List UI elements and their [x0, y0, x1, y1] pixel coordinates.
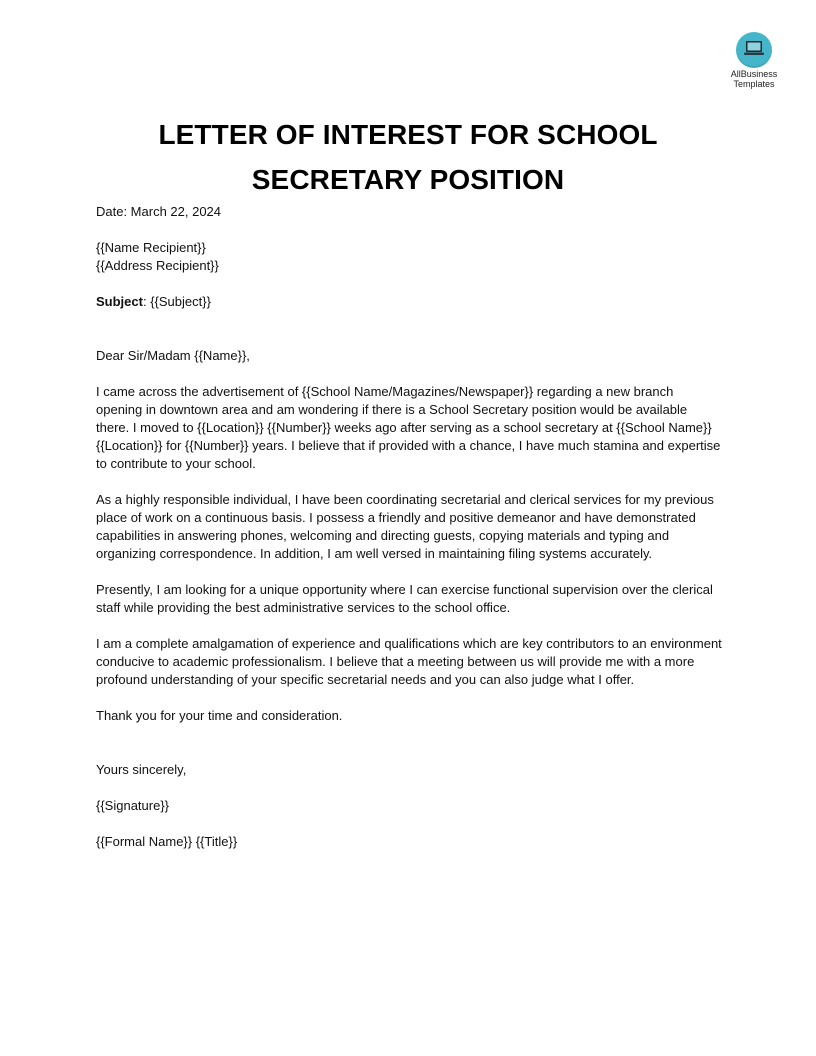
paragraph-qualifications: I am a complete amalgamation of experience and qualifications which are key contributors to an environment conducive to academic professionalism. I believe that a meeting between us will provide me with a more profound understanding of your specific secretarial needs and you can also judge what I offer.: [96, 636, 722, 687]
paragraph-intro: I came across the advertisement of {{School Name/Magazines/Newspaper}} regarding a new branch opening in downtown area and am wondering if there is a School Secretary position would be available there. I moved to {{Location}} {{Number}} weeks ago after serving as a school secretary at {{School Name}} {{Location}} for {{Number}} years. I believe that if provided with a chance, I have much stamina and expertise to contribute to your school.: [96, 384, 721, 471]
laptop-icon: [742, 39, 766, 59]
logo-badge: [736, 32, 772, 68]
recipient-address: {{Address Recipient}}: [96, 258, 219, 273]
recipient-name: {{Name Recipient}}: [96, 240, 206, 255]
paragraph-thanks: Thank you for your time and consideration.: [96, 708, 343, 723]
document-title: [96, 112, 720, 202]
subject-label: Subject: [96, 294, 143, 309]
logo-line-1: AllBusiness: [730, 69, 778, 79]
paragraph-opportunity: Presently, I am looking for a unique opportunity where I can exercise functional supervision over the clerical staff while providing the best administrative services to the school office.: [96, 582, 713, 615]
formal-name-title: {{Formal Name}} {{Title}}: [96, 834, 238, 849]
title-line-1: LETTER OF INTEREST FOR SCHOOL: [158, 119, 658, 150]
logo-line-2: Templates: [733, 78, 775, 89]
letter-body: [96, 203, 722, 851]
subject-line: [96, 293, 722, 311]
subject-value: : {{Subject}}: [142, 294, 211, 309]
paragraph-experience: As a highly responsible individual, I have been coordinating secretarial and clerical services for my previous place of work on a continuous basis. I possess a friendly and positive demeanor and have demonstrated capabilities in answering phones, welcoming and directing guests, copying materials and typing and organizing correspondence. In addition, I am well versed in maintaining filing systems accurately.: [96, 492, 714, 561]
salutation: Dear Sir/Madam {{Name}},: [96, 348, 250, 363]
closing: Yours sincerely,: [96, 762, 187, 777]
letter-date: Date: March 22, 2024: [96, 204, 222, 219]
title-line-2: SECRETARY POSITION: [251, 164, 565, 195]
signature-placeholder: {{Signature}}: [96, 798, 170, 813]
logo-wordmark: [718, 70, 790, 89]
allbusiness-templates-logo: [718, 30, 790, 89]
